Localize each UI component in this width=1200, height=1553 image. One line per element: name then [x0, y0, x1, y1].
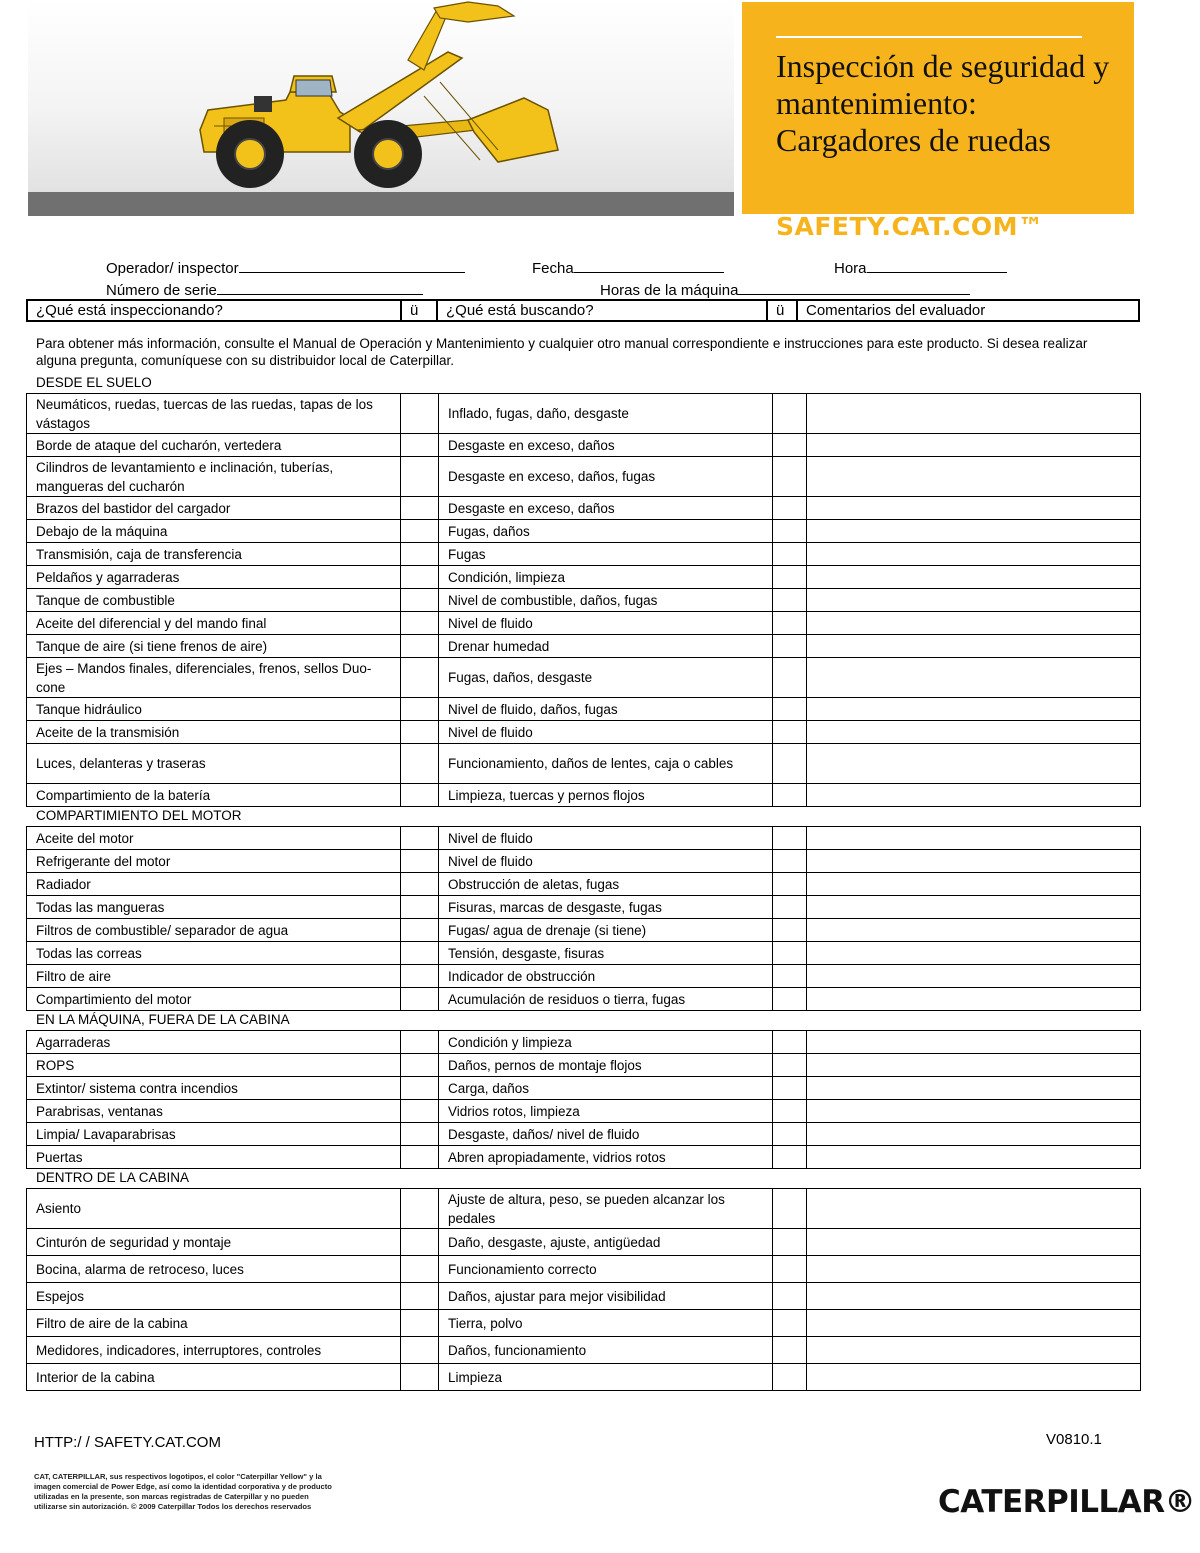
comment-cell[interactable]: [807, 612, 1141, 635]
comment-cell[interactable]: [807, 1031, 1141, 1054]
check-box[interactable]: [401, 698, 439, 721]
comment-cell[interactable]: [807, 1337, 1141, 1364]
look-for: Daños, funcionamiento: [439, 1337, 773, 1364]
check-box[interactable]: [773, 1100, 807, 1123]
look-for: Nivel de fluido: [439, 827, 773, 850]
look-for: Drenar humedad: [439, 635, 773, 658]
inspect-item: Filtro de aire de la cabina: [27, 1310, 401, 1337]
inspect-item: Neumáticos, ruedas, tuercas de las ruedas, tapas de los vástagos: [27, 394, 401, 434]
section-title-engine: COMPARTIMIENTO DEL MOTOR: [36, 808, 242, 823]
look-for: Obstrucción de aletas, fugas: [439, 873, 773, 896]
check-box[interactable]: [773, 434, 807, 457]
comment-cell[interactable]: [807, 520, 1141, 543]
look-for: Ajuste de altura, peso, se pueden alcanzar los pedales: [439, 1189, 773, 1229]
inspect-item: Aceite de la transmisión: [27, 721, 401, 744]
serial-line[interactable]: [217, 280, 423, 295]
check-box[interactable]: [773, 457, 807, 497]
col-looking: ¿Qué está buscando?: [436, 301, 766, 320]
table-row: [27, 784, 1141, 807]
check-box[interactable]: [401, 1283, 439, 1310]
comment-cell[interactable]: [807, 873, 1141, 896]
section-title-outside-cab: EN LA MÁQUINA, FUERA DE LA CABINA: [36, 1012, 290, 1027]
table-row: [27, 919, 1141, 942]
table-row: [27, 566, 1141, 589]
table-row: [27, 1146, 1141, 1169]
hours-line[interactable]: [738, 280, 970, 295]
date-line[interactable]: [574, 258, 724, 273]
inspect-item: Interior de la cabina: [27, 1364, 401, 1391]
table-row: [27, 1077, 1141, 1100]
col-check-2: ü: [766, 301, 796, 320]
comment-cell[interactable]: [807, 1054, 1141, 1077]
look-for: Desgaste, daños/ nivel de fluido: [439, 1123, 773, 1146]
table-row: [27, 873, 1141, 896]
look-for: Fisuras, marcas de desgaste, fugas: [439, 896, 773, 919]
check-box[interactable]: [773, 698, 807, 721]
table-row: [27, 965, 1141, 988]
look-for: Tierra, polvo: [439, 1310, 773, 1337]
check-box[interactable]: [773, 1123, 807, 1146]
check-box[interactable]: [773, 589, 807, 612]
check-box[interactable]: [401, 1310, 439, 1337]
check-box[interactable]: [401, 744, 439, 784]
check-box[interactable]: [401, 1337, 439, 1364]
table-row: [27, 457, 1141, 497]
comment-cell[interactable]: [807, 744, 1141, 784]
inspect-item: Puertas: [27, 1146, 401, 1169]
inspect-item: Espejos: [27, 1283, 401, 1310]
check-box[interactable]: [401, 1146, 439, 1169]
inspect-item: Ejes – Mandos finales, diferenciales, frenos, sellos Duo-cone: [27, 658, 401, 698]
check-box[interactable]: [773, 635, 807, 658]
inspect-item: Radiador: [27, 873, 401, 896]
comment-cell[interactable]: [807, 635, 1141, 658]
check-box[interactable]: [401, 635, 439, 658]
table-row: [27, 942, 1141, 965]
table-row: [27, 1054, 1141, 1077]
col-what: ¿Qué está inspeccionando?: [36, 302, 223, 319]
check-box[interactable]: [773, 1229, 807, 1256]
version-number: V0810.1: [1046, 1431, 1102, 1448]
comment-cell[interactable]: [807, 965, 1141, 988]
look-for: Tensión, desgaste, fisuras: [439, 942, 773, 965]
comment-cell[interactable]: [807, 827, 1141, 850]
check-box[interactable]: [401, 1077, 439, 1100]
table-row: [27, 988, 1141, 1011]
check-box[interactable]: [773, 520, 807, 543]
check-box[interactable]: [401, 658, 439, 698]
look-for: Nivel de fluido: [439, 721, 773, 744]
comment-cell[interactable]: [807, 1364, 1141, 1391]
check-box[interactable]: [773, 1054, 807, 1077]
operator-field[interactable]: [106, 258, 465, 277]
look-for: Limpieza, tuercas y pernos flojos: [439, 784, 773, 807]
check-box[interactable]: [773, 658, 807, 698]
look-for: Carga, daños: [439, 1077, 773, 1100]
inspect-item: Agarraderas: [27, 1031, 401, 1054]
look-for: Daño, desgaste, ajuste, antigüedad: [439, 1229, 773, 1256]
comment-cell[interactable]: [807, 1123, 1141, 1146]
table-row: [27, 1364, 1141, 1391]
inspect-item: Extintor/ sistema contra incendios: [27, 1077, 401, 1100]
check-box[interactable]: [401, 721, 439, 744]
inspect-item: Tanque de aire (si tiene frenos de aire): [27, 635, 401, 658]
look-for: Daños, ajustar para mejor visibilidad: [439, 1283, 773, 1310]
inspect-item: Asiento: [27, 1189, 401, 1229]
look-for: Fugas, daños, desgaste: [439, 658, 773, 698]
inspect-item: Parabrisas, ventanas: [27, 1100, 401, 1123]
hours-field[interactable]: [600, 280, 970, 299]
page-title: Inspección de seguridad y mantenimiento: Cargadores de ruedas: [776, 48, 1110, 158]
comment-cell[interactable]: [807, 942, 1141, 965]
check-box[interactable]: [773, 1337, 807, 1364]
check-box[interactable]: [401, 1189, 439, 1229]
table-row: [27, 1031, 1141, 1054]
comment-cell[interactable]: [807, 1310, 1141, 1337]
time-label: Hora: [834, 260, 867, 277]
inspect-item: Filtros de combustible/ separador de agua: [27, 919, 401, 942]
time-line[interactable]: [867, 258, 1007, 273]
table-row: [27, 434, 1141, 457]
check-box[interactable]: [773, 543, 807, 566]
check-box[interactable]: [401, 1256, 439, 1283]
intro-text: Para obtener más información, consulte el Manual de Operación y Mantenimiento y cualquier otro manual correspondiente e instrucciones para este producto. Si desea realizar alguna pregunta, comuníquese con su distribuidor local de Caterpillar.: [36, 336, 1088, 368]
check-box[interactable]: [773, 721, 807, 744]
look-for: Fugas/ agua de drenaje (si tiene): [439, 919, 773, 942]
column-header: [26, 299, 1140, 322]
check-box[interactable]: [401, 1229, 439, 1256]
look-for: Indicador de obstrucción: [439, 965, 773, 988]
check-box[interactable]: [773, 896, 807, 919]
check-box[interactable]: [773, 1283, 807, 1310]
table-row: [27, 543, 1141, 566]
check-box[interactable]: [401, 873, 439, 896]
inspect-item: Compartimiento de la batería: [27, 784, 401, 807]
comment-cell[interactable]: [807, 988, 1141, 1011]
footer-url[interactable]: HTTP:/ / SAFETY.CAT.COM: [34, 1434, 221, 1451]
table-row: [27, 721, 1141, 744]
col-comments: Comentarios del evaluador: [796, 301, 1138, 320]
check-box[interactable]: [401, 520, 439, 543]
date-field[interactable]: [532, 258, 724, 277]
look-for: Vidrios rotos, limpieza: [439, 1100, 773, 1123]
hours-label: Horas de la máquina: [600, 282, 739, 299]
inspect-item: Todas las correas: [27, 942, 401, 965]
section-title-ground: DESDE EL SUELO: [36, 375, 152, 390]
serial-field[interactable]: [106, 280, 423, 299]
table-row: [27, 1310, 1141, 1337]
inspect-item: Luces, delanteras y traseras: [27, 744, 401, 784]
look-for: Desgaste en exceso, daños, fugas: [439, 457, 773, 497]
check-box[interactable]: [401, 850, 439, 873]
check-box[interactable]: [773, 1364, 807, 1391]
check-box[interactable]: [773, 497, 807, 520]
check-box[interactable]: [401, 434, 439, 457]
check-box[interactable]: [773, 612, 807, 635]
check-box[interactable]: [401, 896, 439, 919]
check-box[interactable]: [401, 457, 439, 497]
check-box[interactable]: [773, 1310, 807, 1337]
check-box[interactable]: [401, 1100, 439, 1123]
table-row: [27, 744, 1141, 784]
check-box[interactable]: [401, 988, 439, 1011]
check-box[interactable]: [773, 942, 807, 965]
comment-cell[interactable]: [807, 784, 1141, 807]
check-box[interactable]: [401, 942, 439, 965]
comment-cell[interactable]: [807, 434, 1141, 457]
table-row: [27, 1283, 1141, 1310]
check-box[interactable]: [401, 394, 439, 434]
table-row: [27, 612, 1141, 635]
table-row: [27, 520, 1141, 543]
comment-cell[interactable]: [807, 1256, 1141, 1283]
inspect-item: Bocina, alarma de retroceso, luces: [27, 1256, 401, 1283]
inspect-item: Aceite del diferencial y del mando final: [27, 612, 401, 635]
table-inside-cab: [26, 1188, 1141, 1391]
table-row: [27, 497, 1141, 520]
check-box[interactable]: [773, 919, 807, 942]
col-check-1: ü: [400, 301, 436, 320]
check-box[interactable]: [401, 965, 439, 988]
table-row: [27, 1189, 1141, 1229]
inspect-item: Borde de ataque del cucharón, vertedera: [27, 434, 401, 457]
check-box[interactable]: [401, 784, 439, 807]
check-box[interactable]: [773, 1189, 807, 1229]
check-box[interactable]: [401, 827, 439, 850]
inspect-item: Filtro de aire: [27, 965, 401, 988]
title-panel: [742, 2, 1134, 214]
check-box[interactable]: [401, 543, 439, 566]
inspect-item: Todas las mangueras: [27, 896, 401, 919]
check-box[interactable]: [401, 1054, 439, 1077]
header-illustration: [28, 0, 734, 216]
comment-cell[interactable]: [807, 919, 1141, 942]
look-for: Nivel de fluido: [439, 850, 773, 873]
look-for: Limpieza: [439, 1364, 773, 1391]
check-box[interactable]: [773, 1256, 807, 1283]
comment-cell[interactable]: [807, 658, 1141, 698]
comment-cell[interactable]: [807, 721, 1141, 744]
table-ground: [26, 393, 1141, 807]
check-box[interactable]: [773, 965, 807, 988]
look-for: Funcionamiento, daños de lentes, caja o cables: [439, 744, 773, 784]
check-box[interactable]: [401, 1364, 439, 1391]
check-box[interactable]: [773, 827, 807, 850]
table-row: [27, 698, 1141, 721]
check-box[interactable]: [773, 873, 807, 896]
look-for: Fugas, daños: [439, 520, 773, 543]
check-box[interactable]: [401, 612, 439, 635]
inspect-item: Debajo de la máquina: [27, 520, 401, 543]
operator-line[interactable]: [239, 258, 465, 273]
check-box[interactable]: [401, 1123, 439, 1146]
table-row: [27, 1229, 1141, 1256]
check-box[interactable]: [773, 1031, 807, 1054]
look-for: Desgaste en exceso, daños: [439, 434, 773, 457]
look-for: Abren apropiadamente, vidrios rotos: [439, 1146, 773, 1169]
table-row: [27, 1100, 1141, 1123]
comment-cell[interactable]: [807, 1100, 1141, 1123]
look-for: Desgaste en exceso, daños: [439, 497, 773, 520]
table-row: [27, 589, 1141, 612]
comment-cell[interactable]: [807, 850, 1141, 873]
table-row: [27, 1337, 1141, 1364]
inspect-item: Medidores, indicadores, interruptores, controles: [27, 1337, 401, 1364]
comment-cell[interactable]: [807, 1189, 1141, 1229]
check-box[interactable]: [401, 589, 439, 612]
inspect-item: Brazos del bastidor del cargador: [27, 497, 401, 520]
comment-cell[interactable]: [807, 589, 1141, 612]
check-box[interactable]: [401, 497, 439, 520]
inspect-item: Cinturón de seguridad y montaje: [27, 1229, 401, 1256]
inspect-item: Tanque de combustible: [27, 589, 401, 612]
operator-label: Operador/ inspector: [106, 260, 239, 277]
check-box[interactable]: [773, 1146, 807, 1169]
serial-label: Número de serie: [106, 282, 217, 299]
look-for: Condición, limpieza: [439, 566, 773, 589]
safety-site-mark: SAFETY.CAT.COM™: [776, 212, 1044, 241]
inspect-item: Compartimiento del motor: [27, 988, 401, 1011]
comment-cell[interactable]: [807, 566, 1141, 589]
comment-cell[interactable]: [807, 896, 1141, 919]
look-for: Daños, pernos de montaje flojos: [439, 1054, 773, 1077]
table-outside-cab: [26, 1030, 1141, 1169]
comment-cell[interactable]: [807, 1146, 1141, 1169]
table-row: [27, 850, 1141, 873]
inspect-item: Transmisión, caja de transferencia: [27, 543, 401, 566]
table-row: [27, 1256, 1141, 1283]
check-box[interactable]: [773, 1077, 807, 1100]
date-label: Fecha: [532, 260, 574, 277]
wheel-loader-image: [28, 0, 734, 216]
inspect-item: Cilindros de levantamiento e inclinación, tuberías, mangueras del cucharón: [27, 457, 401, 497]
comment-cell[interactable]: [807, 457, 1141, 497]
inspect-item: Refrigerante del motor: [27, 850, 401, 873]
inspect-item: Limpia/ Lavaparabrisas: [27, 1123, 401, 1146]
table-row: [27, 394, 1141, 434]
comment-cell[interactable]: [807, 698, 1141, 721]
check-box[interactable]: [773, 850, 807, 873]
check-box[interactable]: [401, 566, 439, 589]
table-row: [27, 827, 1141, 850]
check-box[interactable]: [773, 784, 807, 807]
check-box[interactable]: [773, 566, 807, 589]
table-row: [27, 635, 1141, 658]
comment-cell[interactable]: [807, 1283, 1141, 1310]
check-box[interactable]: [773, 394, 807, 434]
check-box[interactable]: [773, 744, 807, 784]
look-for: Inflado, fugas, daño, desgaste: [439, 394, 773, 434]
inspect-item: Aceite del motor: [27, 827, 401, 850]
comment-cell[interactable]: [807, 497, 1141, 520]
comment-cell[interactable]: [807, 1077, 1141, 1100]
look-for: Acumulación de residuos o tierra, fugas: [439, 988, 773, 1011]
check-box[interactable]: [401, 1031, 439, 1054]
inspect-item: Peldaños y agarraderas: [27, 566, 401, 589]
look-for: Funcionamiento correcto: [439, 1256, 773, 1283]
table-row: [27, 896, 1141, 919]
inspect-item: ROPS: [27, 1054, 401, 1077]
look-for: Nivel de fluido: [439, 612, 773, 635]
table-row: [27, 1123, 1141, 1146]
check-box[interactable]: [773, 988, 807, 1011]
check-box[interactable]: [401, 919, 439, 942]
comment-cell[interactable]: [807, 543, 1141, 566]
table-row: [27, 658, 1141, 698]
inspect-item: Tanque hidráulico: [27, 698, 401, 721]
look-for: Fugas: [439, 543, 773, 566]
look-for: Nivel de combustible, daños, fugas: [439, 589, 773, 612]
look-for: Condición y limpieza: [439, 1031, 773, 1054]
title-rule: [776, 36, 1082, 38]
header-gray-bar: [28, 192, 734, 216]
legal-notice: CAT, CATERPILLAR, sus respectivos logotipos, el color "Caterpillar Yellow" y la imagen comercial de Power Edge, así como la identidad corporativa y de producto utilizadas en la presente, son marcas registradas de Caterpillar y no pueden utilizarse sin autorización. © 2009 Caterpillar Todos los derechos reservados: [34, 1472, 332, 1511]
table-engine: [26, 826, 1141, 1011]
comment-cell[interactable]: [807, 394, 1141, 434]
caterpillar-logo: CATERPILLAR®: [938, 1484, 1196, 1520]
section-title-inside-cab: DENTRO DE LA CABINA: [36, 1170, 190, 1185]
comment-cell[interactable]: [807, 1229, 1141, 1256]
look-for: Nivel de fluido, daños, fugas: [439, 698, 773, 721]
time-field[interactable]: [834, 258, 1007, 277]
